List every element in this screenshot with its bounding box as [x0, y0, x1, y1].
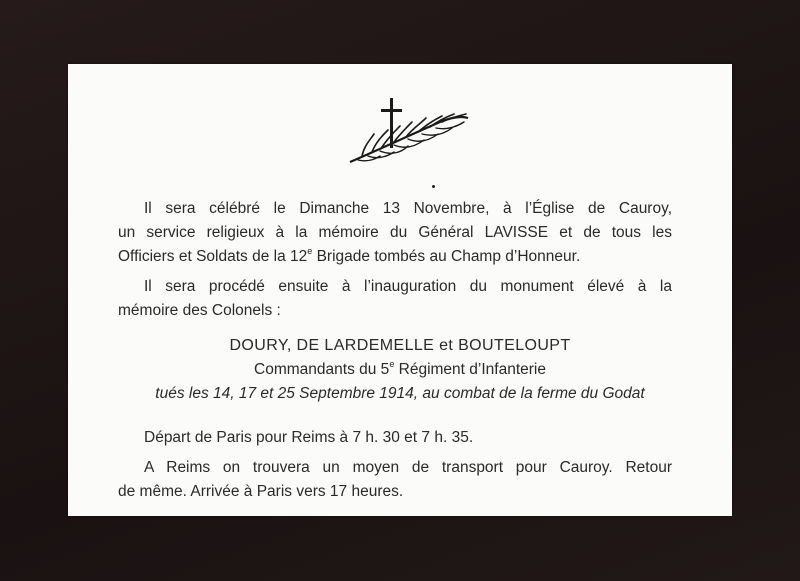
- colonels-names: DOURY, DE LARDEMELLE et BOUTELOUPT: [229, 337, 571, 354]
- colonels-title-pre: Commandants du 5: [254, 361, 390, 378]
- paragraph1-line2: un service religieux à la mémoire du Général LAVISSE et de tous les: [118, 224, 672, 241]
- transport-line2: de même. Arrivée à Paris vers 17 heures.: [118, 483, 404, 500]
- colonels-killed: tués les 14, 17 et 25 Septembre 1914, au combat de la ferme du Godat: [155, 385, 645, 402]
- ordinal-sup: e: [307, 245, 313, 256]
- paragraph2-line2: mémoire des Colonels :: [118, 302, 281, 319]
- departure-line: Départ de Paris pour Reims à 7 h. 30 et 7 h. 35.: [144, 429, 474, 446]
- colonels-title-post: Régiment d’Infanterie: [394, 361, 546, 378]
- paragraph1-line1: Il sera célébré le Dimanche 13 Novembre, à l’Église de Cauroy,: [144, 200, 672, 217]
- paragraph1-line3-pre: Officiers et Soldats de la 12: [118, 248, 308, 265]
- transport-line1: A Reims on trouvera un moyen de transport pour Cauroy. Retour: [144, 459, 672, 476]
- paragraph1-line3-post: Brigade tombés au Champ d’Honneur.: [312, 248, 581, 265]
- memorial-invitation-card: [68, 64, 732, 516]
- invitation-text: [68, 64, 732, 516]
- paragraph1-line3: [118, 245, 672, 269]
- paragraph2-line1: Il sera procédé ensuite à l’inauguration du monument élevé à la: [144, 278, 672, 295]
- colonels-title: [68, 358, 732, 382]
- regiment-ordinal-sup: e: [389, 358, 395, 369]
